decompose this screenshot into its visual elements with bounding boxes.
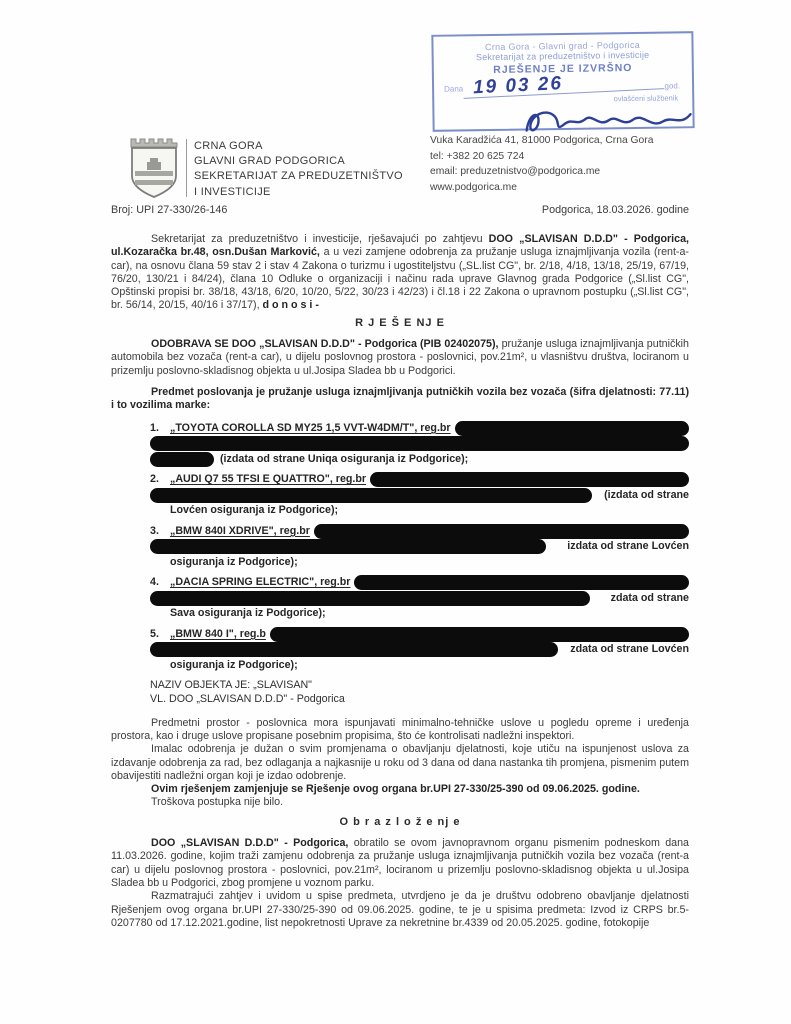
reference-row: [111, 204, 689, 216]
vehicle-line: [150, 421, 689, 437]
document-body: [111, 233, 689, 930]
vehicle-line: [150, 591, 689, 607]
vehicle-line: [150, 642, 689, 658]
insurance-note: (izdata od strane Uniqa osiguranja iz Podgorice);: [220, 452, 469, 465]
intro-paragraph: [111, 233, 689, 313]
explanation-party: DOO „SLAVISAN D.D.D" - Podgorica,: [151, 837, 349, 850]
redaction-bar: [354, 575, 689, 590]
object-name-line: NAZIV OBJEKTA JE: „SLAVISAN": [150, 679, 312, 692]
vehicle-line: [150, 452, 689, 468]
letterhead-country: CRNA GORA: [194, 140, 263, 152]
vehicle-line: [170, 658, 689, 674]
letterhead: [194, 139, 403, 200]
letterhead-city: GLAVNI GRAD PODGORICA: [194, 155, 345, 168]
vehicle-number: 1.: [150, 421, 159, 434]
vehicle-name: „AUDI Q7 55 TFSI E QUATTRO", reg.br: [170, 473, 367, 486]
explanation-section: [111, 837, 689, 930]
redaction-bar: [370, 472, 689, 487]
intro-donosi: d o n o s i -: [262, 299, 319, 312]
insurance-note: Lovćen osiguranja iz Podgorice);: [170, 504, 339, 517]
stamp-org-line: Crna Gora - Glavni grad - Podgorica: [484, 39, 641, 53]
redaction-bar: [314, 524, 689, 539]
redaction-bar: [150, 452, 214, 467]
insurance-note: osiguranja iz Podgorice);: [170, 555, 298, 568]
approval-paragraph: [111, 338, 689, 378]
vehicle-item-5: [150, 627, 689, 674]
vehicle-name: „TOYOTA COROLLA SD MY25 1,5 VVT-W4DM/T", reg.br: [170, 421, 451, 434]
redaction-bar: [150, 539, 546, 554]
vehicle-line: [170, 606, 689, 622]
subject-paragraph: Predmet poslovanja je pružanje usluga iznajmljivanja putničkih vozila bez vozača (šifra djelatnosti: 77.11) i to vozilima marke:: [111, 385, 689, 412]
stamp-date-suffix: god.: [664, 81, 681, 91]
heading-rjesenje: R J E Š E NJ E: [355, 316, 445, 329]
stamp-date-handwritten: 19 03 26: [463, 70, 665, 99]
contact-email: email: preduzetnistvo@podgorica.me: [430, 166, 601, 177]
heading-obrazlozenje: O b r a z l o ž e nj e: [339, 815, 461, 828]
vehicle-line: [170, 503, 689, 519]
vehicle-number: 3.: [150, 524, 159, 537]
vehicle-number: 5.: [150, 627, 159, 640]
costs-clause: Troškova postupka nije bilo.: [151, 796, 284, 809]
vehicle-number: 2.: [150, 473, 159, 486]
redaction-bar: [150, 488, 592, 503]
redaction-bar: [150, 436, 689, 451]
conditions-paragraph-2: Imalac odobrenja je dužan o svim promjenama o obavljanju djelatnosti, koje utiču na ispunjenost uslova za izdavanje odobrenja za rad, bez odlaganja a najkasnije u roku od 3 dana od dana nastanka tih promjena, pismenim putem obavijestiti nadležni organ koji je izdao odobrenje.: [111, 743, 689, 782]
vehicle-name: „DACIA SPRING ELECTRIC", reg.br: [170, 576, 351, 589]
vehicle-number: 4.: [150, 576, 159, 589]
vehicle-line: [150, 627, 689, 643]
stamp-official-label: ovlašćeni službenik: [613, 93, 679, 104]
contact-phone: tel: +382 20 625 724: [430, 150, 525, 162]
redaction-bar: [455, 421, 689, 436]
object-owner-line: VL. DOO „SLAVISAN D.D.D" - Podgorica: [150, 692, 345, 705]
intro-lead: Sekretarijat za preduzetništvo i investicije, rješavajući po zahtjevu: [151, 233, 489, 245]
vehicle-item-1: [150, 421, 689, 468]
vehicle-line: [150, 539, 689, 555]
insurance-note: osiguranja iz Podgorice);: [170, 658, 298, 671]
contact-website: www.podgorica.me: [430, 181, 517, 193]
vehicle-name: „BMW 840 I", reg.b: [170, 627, 266, 640]
stamp-executive-line: RJEŠENJE JE IZVRŠNO: [493, 62, 633, 76]
vehicle-line: [150, 436, 689, 452]
reference-place-date: Podgorica, 18.03.2026. godine: [541, 204, 689, 216]
vehicle-line: [150, 524, 689, 540]
letterhead-department-line2: I INVESTICIJE: [194, 185, 271, 198]
contact-address: Vuka Karadžića 41, 81000 Podgorica, Crna Gora: [430, 135, 654, 146]
contact-block: [430, 133, 653, 195]
object-info: [150, 679, 689, 707]
vehicle-item-4: [150, 575, 689, 622]
coat-of-arms-icon: [127, 136, 181, 200]
explanation-paragraph-1: [111, 837, 689, 890]
letterhead-department-line1: SEKRETARIJAT ZA PREDUZETNIŠTVO: [194, 170, 403, 183]
reference-number: Broj: UPI 27-330/26-146: [111, 204, 228, 216]
redaction-bar: [150, 642, 558, 657]
replacement-clause: Ovim rješenjem zamjenjuje se Rješenje ovog organa br.UPI 27-330/25-390 od 09.06.2025. godine.: [151, 783, 640, 796]
insurance-note: izdata od strane Lovćen: [567, 540, 689, 553]
approval-lead: ODOBRAVA SE DOO „SLAVISAN D.D.D" - Podgorica (PIB 02402075),: [151, 338, 499, 351]
explanation-paragraph-2: Razmatrajući zahtjev i uvidom u spise predmeta, utvrdjeno je da je društvu odobreno obavljanje djelatnosti Rješenjem ovog organa br.UPI 27-330/25-390 od 09.06.2025. godine, te je u spisima predmeta: Izvod iz CRPS br.5-0207780 od 17.12.2021.godine, list nepokretnosti Uprave za nekretnine br.4339 od 20.05.2025. godine, fotokopije: [111, 890, 689, 929]
intro-body: a u vezi zamjene odobrenja za pružanje usluga iznajmljivanja vozila (rent-a-car), na osnovu člana 59 stav 2 i stav 4 Zakona o turizmu i ugostiteljstvu („SL.list CG", br. 2/18, 4/18, 13/18, 25/19, 67/19, 76/20, 130/21 i 84/24), člana 10 Odluke o organizaciji i načinu rada uprave Glavnog grada Podgorice („Sl.list CG", Opštinski propisi br. 38/18, 43/18, 6/20, 10/20, 5/22, 30/23 i 42/23) i čl.18 i 22 Zakona o upravnom postupku („Sl.list CG", br. 56/14, 20/15, 40/16 i 37/17),: [111, 246, 689, 312]
vehicle-item-2: [150, 472, 689, 519]
insurance-note: zdata od strane: [610, 591, 689, 604]
insurance-note: Sava osiguranja iz Podgorice);: [170, 607, 326, 620]
vehicle-line: [150, 488, 689, 504]
approval-rest: pružanje usluga iznajmljivanja putničkih automobila bez vozača (rent-a car), u dijelu poslovnog prostora - poslovnici, pov.21m², u vlasništvu društva, lociranom u prizemlju poslovno-skladisnog objekta u ul.Josipa Sladea bb u Podgorici.: [111, 338, 689, 377]
redaction-bar: [270, 627, 689, 642]
executive-stamp: [431, 31, 694, 132]
vehicle-item-3: [150, 524, 689, 571]
vehicle-line: [170, 555, 689, 571]
vehicle-list: [150, 421, 689, 674]
explanation-body: obratilo se ovom javnopravnom organu pismenim podneskom dana 11.03.2026. godine, kojim traži zamjenu odobrenja za pružanje usluga iznajmljivanja putničkih vozila bez vozača (rent-a car) u dijelu poslovnog prostora - poslovnici, pov.21m², lociranom u prizemlju poslovno-skladisnog objekta u ul.Josipa Sladea bb u Podgorici, zbog promjene u voznom parku.: [111, 837, 689, 889]
vehicle-line: [150, 472, 689, 488]
vehicle-name: „BMW 840I XDRIVE", reg.br: [170, 524, 310, 537]
letterhead-divider: [186, 139, 187, 197]
stamp-date-label: Dana: [444, 84, 464, 94]
insurance-note: (izdata od strane: [604, 488, 689, 501]
redaction-bar: [150, 591, 590, 606]
conditions-paragraph-1: Predmetni prostor - poslovnica mora ispunjavati minimalno-tehničke uslove u pogledu opreme i uređenja prostora, kao i druge uslove propisane posebnim propisima, što će kontrolisati nadležni inspektori.: [111, 716, 689, 742]
intro-party: DOO „SLAVISAN D.D.D" - Podgorica, ul.Kozaračka br.48, osn.Dušan Marković,: [111, 233, 689, 259]
vehicle-line: [150, 575, 689, 591]
insurance-note: zdata od strane Lovćen: [570, 643, 689, 656]
stamp-dept-line: Sekretarijat za preduzetništvo i investicije: [475, 49, 650, 63]
